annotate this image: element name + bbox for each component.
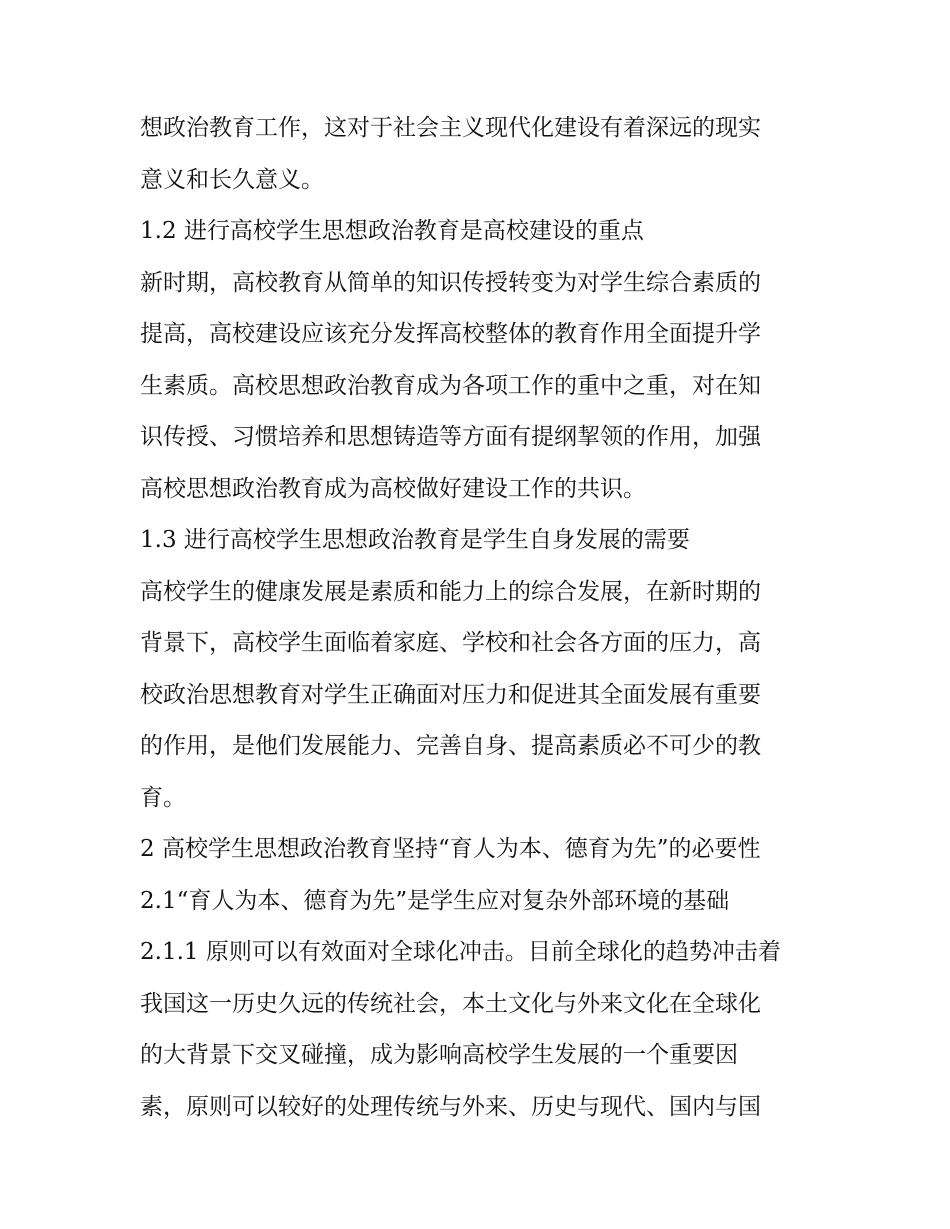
body-text-line: 新时期，高校教育从简单的知识传授转变为对学生综合素质的 bbox=[140, 269, 761, 296]
section-heading-2-1: 2.1“育人为本、德育为先”是学生应对复杂外部环境的基础 bbox=[140, 887, 730, 914]
body-text-line: 高校学生的健康发展是素质和能力上的综合发展，在新时期的 bbox=[140, 578, 761, 605]
document-body bbox=[140, 103, 812, 1133]
section-heading-2: 2 高校学生思想政治教育坚持“育人为本、德育为先”的必要性 bbox=[140, 836, 761, 862]
body-text-line: 识传授、习惯培养和思想铸造等方面有提纲挈领的作用，加强 bbox=[140, 424, 761, 450]
body-text-line: 的作用，是他们发展能力、完善自身、提高素质必不可少的教 bbox=[140, 733, 761, 759]
body-text-line: 育。 bbox=[140, 784, 186, 811]
body-text-line: 我国这一历史久远的传统社会，本土文化与外来文化在全球化 bbox=[140, 990, 761, 1017]
body-text-line: 校政治思想教育对学生正确面对压力和促进其全面发展有重要 bbox=[140, 681, 761, 708]
body-text-line: 高校思想政治教育成为高校做好建设工作的共识。 bbox=[140, 475, 646, 502]
body-text-line: 2.1.1 原则可以有效面对全球化冲击。目前全球化的趋势冲击着 bbox=[140, 939, 781, 965]
body-text-line: 背景下，高校学生面临着家庭、学校和社会各方面的压力，高 bbox=[140, 630, 761, 656]
body-text-line: 想政治教育工作，这对于社会主义现代化建设有着深远的现实 bbox=[140, 115, 761, 141]
body-text-line: 素，原则可以较好的处理传统与外来、历史与现代、国内与国 bbox=[140, 1093, 761, 1120]
body-text-line: 意义和长久意义。 bbox=[140, 166, 324, 193]
section-heading-1-2: 1.2 进行高校学生思想政治教育是高校建设的重点 bbox=[140, 218, 644, 244]
body-text-line: 提高，高校建设应该充分发挥高校整体的教育作用全面提升学 bbox=[140, 321, 761, 347]
body-text-line: 的大背景下交叉碰撞，成为影响高校学生发展的一个重要因 bbox=[140, 1042, 738, 1068]
body-text-line: 生素质。高校思想政治教育成为各项工作的重中之重，对在知 bbox=[140, 372, 761, 399]
section-heading-1-3: 1.3 进行高校学生思想政治教育是学生自身发展的需要 bbox=[140, 527, 690, 553]
